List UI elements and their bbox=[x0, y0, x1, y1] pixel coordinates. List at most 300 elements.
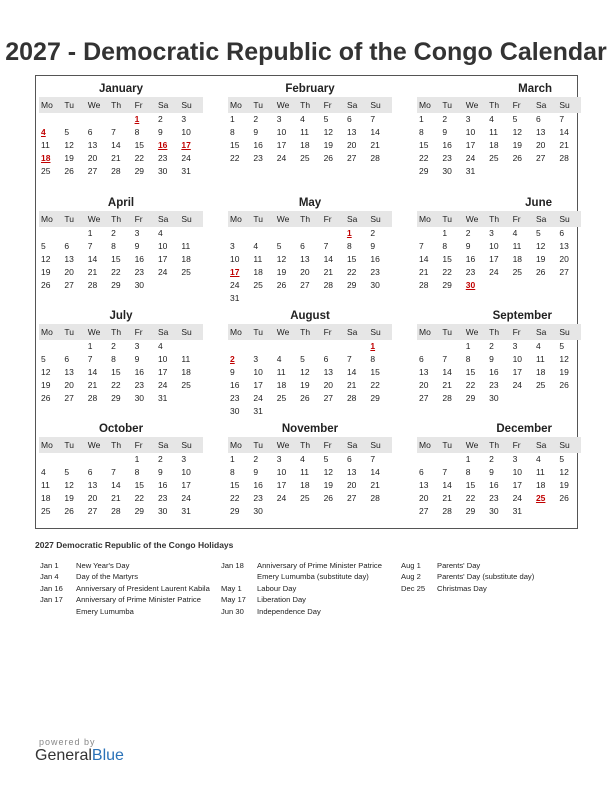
day-cell: 24 bbox=[230, 280, 240, 290]
empty-day-cell bbox=[322, 292, 345, 305]
weekday-label: We bbox=[276, 214, 290, 224]
day-cell: 25 bbox=[300, 493, 310, 503]
day-cell: 14 bbox=[370, 127, 380, 137]
holiday-name: Parents' Day bbox=[437, 561, 481, 570]
day-cell: 19 bbox=[64, 153, 74, 163]
day-cell: 20 bbox=[346, 480, 357, 490]
weekday-label: Tu bbox=[64, 327, 74, 337]
empty-day-cell bbox=[511, 279, 534, 292]
week-row bbox=[417, 466, 581, 479]
day-cell: 12 bbox=[64, 480, 74, 490]
day-cell: 8 bbox=[111, 241, 116, 251]
weekday-label: We bbox=[276, 440, 290, 450]
week-row bbox=[228, 492, 392, 505]
day-cell: 2 bbox=[253, 454, 259, 464]
holiday-name: Labour Day bbox=[257, 583, 297, 593]
weekday-header bbox=[417, 97, 581, 113]
day-cell: 20 bbox=[300, 267, 310, 277]
day-cell: 6 bbox=[419, 354, 424, 364]
day-cell: 16 bbox=[134, 254, 145, 264]
day-cell: 21 bbox=[442, 493, 452, 503]
day-cell: 25 bbox=[535, 493, 546, 503]
week-row bbox=[417, 139, 581, 152]
month-11 bbox=[417, 421, 581, 518]
day-cell: 21 bbox=[442, 380, 452, 390]
week-row bbox=[228, 279, 392, 292]
empty-day-cell bbox=[39, 340, 62, 353]
empty-day-cell bbox=[345, 505, 368, 518]
empty-day-cell bbox=[179, 392, 202, 405]
day-cell: 27 bbox=[64, 393, 74, 403]
day-cell: 19 bbox=[559, 367, 569, 377]
day-cell: 15 bbox=[230, 140, 240, 150]
empty-day-cell bbox=[275, 405, 298, 418]
holiday-item bbox=[221, 560, 393, 583]
day-cell: 19 bbox=[41, 380, 51, 390]
day-cell: 10 bbox=[276, 127, 287, 137]
day-cell: 8 bbox=[111, 354, 116, 364]
day-cell: 3 bbox=[276, 114, 282, 124]
day-cell: 3 bbox=[512, 341, 518, 351]
day-cell: 21 bbox=[87, 267, 98, 277]
weekday-label: We bbox=[465, 214, 479, 224]
day-cell: 11 bbox=[535, 467, 545, 477]
day-cell: 11 bbox=[535, 354, 545, 364]
holiday-date: Aug 1 bbox=[401, 561, 421, 570]
day-cell: 30 bbox=[253, 506, 263, 516]
weekday-label: Fr bbox=[134, 214, 143, 224]
weekday-label: Mo bbox=[230, 100, 242, 110]
holiday-column-2 bbox=[221, 560, 393, 617]
weekday-label: Mo bbox=[41, 440, 53, 450]
empty-day-cell bbox=[228, 340, 251, 353]
day-cell: 22 bbox=[370, 380, 380, 390]
holiday-date: Jan 17 bbox=[40, 595, 63, 605]
day-cell: 6 bbox=[87, 127, 93, 137]
day-cell: 27 bbox=[535, 153, 546, 163]
empty-day-cell bbox=[298, 227, 321, 240]
day-cell: 18 bbox=[512, 254, 523, 264]
day-cell: 19 bbox=[512, 140, 523, 150]
weekday-label: Tu bbox=[253, 214, 263, 224]
logo-general: General bbox=[35, 747, 92, 764]
day-cell: 20 bbox=[87, 153, 98, 163]
day-cell: 9 bbox=[157, 467, 163, 477]
day-cell: 5 bbox=[41, 241, 46, 251]
day-cell: 2 bbox=[230, 354, 235, 364]
weekday-label: Sa bbox=[535, 440, 547, 450]
day-cell: 7 bbox=[370, 454, 376, 464]
day-cell: 23 bbox=[157, 153, 168, 163]
weekday-label: Tu bbox=[253, 100, 263, 110]
weekday-label: Sa bbox=[157, 327, 169, 337]
day-cell: 25 bbox=[181, 380, 191, 390]
day-cell: 29 bbox=[134, 166, 145, 176]
day-cell: 14 bbox=[559, 127, 569, 137]
day-cell: 5 bbox=[512, 114, 518, 124]
weekday-header bbox=[228, 324, 392, 340]
generalblue-logo[interactable] bbox=[35, 747, 124, 765]
empty-day-cell bbox=[62, 340, 85, 353]
holiday-item bbox=[40, 583, 215, 594]
empty-day-cell bbox=[156, 279, 179, 292]
holiday-item bbox=[40, 560, 215, 571]
month-name: January bbox=[98, 83, 144, 95]
holiday-date: Jan 18 bbox=[221, 561, 244, 570]
day-cell: 6 bbox=[323, 354, 329, 364]
week-row bbox=[228, 152, 392, 165]
day-cell: 25 bbox=[41, 506, 51, 516]
day-cell: 12 bbox=[276, 254, 287, 264]
day-cell: 25 bbox=[276, 393, 287, 403]
day-cell: 24 bbox=[512, 380, 523, 390]
day-cell: 29 bbox=[465, 506, 476, 516]
day-cell: 18 bbox=[41, 153, 51, 163]
day-cell: 18 bbox=[300, 140, 310, 150]
day-cell: 3 bbox=[512, 454, 518, 464]
empty-day-cell bbox=[179, 340, 202, 353]
day-cell: 15 bbox=[346, 254, 357, 264]
week-row bbox=[417, 479, 581, 492]
day-cell: 12 bbox=[323, 467, 334, 477]
empty-day-cell bbox=[417, 227, 440, 240]
week-row bbox=[228, 505, 392, 518]
day-cell: 22 bbox=[134, 493, 145, 503]
weekday-label: Sa bbox=[157, 100, 169, 110]
day-cell: 29 bbox=[230, 506, 240, 516]
day-cell: 23 bbox=[253, 153, 263, 163]
day-cell: 9 bbox=[253, 467, 259, 477]
day-cell: 22 bbox=[442, 267, 452, 277]
week-row bbox=[228, 126, 392, 139]
empty-day-cell bbox=[251, 340, 274, 353]
day-cell: 10 bbox=[512, 354, 523, 364]
day-cell: 18 bbox=[181, 254, 191, 264]
day-cell: 24 bbox=[157, 267, 168, 277]
day-cell: 27 bbox=[419, 506, 429, 516]
day-cell: 17 bbox=[512, 480, 523, 490]
day-cell: 1 bbox=[134, 454, 140, 464]
day-cell: 11 bbox=[276, 367, 286, 377]
day-cell: 25 bbox=[489, 153, 499, 163]
month-10 bbox=[228, 421, 392, 518]
day-cell: 25 bbox=[512, 267, 523, 277]
month-3 bbox=[39, 195, 203, 292]
day-cell: 28 bbox=[419, 280, 429, 290]
day-cell: 20 bbox=[535, 140, 546, 150]
day-cell: 11 bbox=[300, 127, 309, 137]
weekday-label: We bbox=[87, 100, 101, 110]
day-cell: 9 bbox=[489, 467, 494, 477]
week-row bbox=[39, 240, 203, 253]
week-row bbox=[417, 379, 581, 392]
day-cell: 16 bbox=[157, 140, 168, 150]
powered-by-text: powered by bbox=[39, 737, 96, 747]
day-cell: 3 bbox=[276, 454, 282, 464]
day-cell: 17 bbox=[181, 480, 191, 490]
weekday-label: Tu bbox=[442, 214, 452, 224]
weekday-label: Su bbox=[559, 440, 570, 450]
day-cell: 15 bbox=[230, 480, 240, 490]
day-cell: 22 bbox=[346, 267, 357, 277]
day-cell: 3 bbox=[465, 114, 471, 124]
day-cell: 9 bbox=[230, 367, 235, 377]
day-cell: 15 bbox=[370, 367, 380, 377]
day-cell: 12 bbox=[300, 367, 310, 377]
day-cell: 11 bbox=[512, 241, 522, 251]
weekday-label: Tu bbox=[64, 214, 74, 224]
empty-day-cell bbox=[39, 227, 62, 240]
week-row bbox=[228, 113, 392, 126]
month-name: December bbox=[496, 423, 552, 435]
day-cell: 31 bbox=[181, 506, 191, 516]
holiday-date: Jun 30 bbox=[221, 606, 244, 616]
week-row bbox=[39, 253, 203, 266]
empty-day-cell bbox=[62, 113, 85, 126]
day-cell: 27 bbox=[64, 280, 74, 290]
calendar-grid bbox=[35, 75, 578, 529]
day-cell: 19 bbox=[300, 380, 310, 390]
weekday-label: Tu bbox=[442, 327, 452, 337]
day-cell: 17 bbox=[276, 480, 287, 490]
day-cell: 21 bbox=[111, 493, 121, 503]
day-cell: 24 bbox=[276, 493, 287, 503]
day-cell: 7 bbox=[111, 467, 116, 477]
weekday-label: Mo bbox=[41, 100, 53, 110]
day-cell: 10 bbox=[181, 127, 191, 137]
day-cell: 6 bbox=[64, 354, 70, 364]
day-cell: 9 bbox=[134, 241, 140, 251]
empty-day-cell bbox=[298, 292, 321, 305]
day-cell: 30 bbox=[489, 506, 499, 516]
day-cell: 12 bbox=[64, 140, 74, 150]
day-cell: 17 bbox=[276, 140, 287, 150]
weekday-label: Sa bbox=[157, 440, 169, 450]
week-row bbox=[39, 505, 203, 518]
day-cell: 3 bbox=[134, 228, 140, 238]
day-cell: 23 bbox=[489, 380, 499, 390]
week-row bbox=[417, 366, 581, 379]
day-cell: 2 bbox=[111, 228, 116, 238]
day-cell: 28 bbox=[442, 393, 452, 403]
weekday-label: Su bbox=[559, 214, 570, 224]
day-cell: 6 bbox=[346, 454, 352, 464]
weekday-label: Th bbox=[489, 214, 500, 224]
weekday-label: Mo bbox=[41, 327, 53, 337]
day-cell: 28 bbox=[442, 506, 452, 516]
day-cell: 6 bbox=[300, 241, 305, 251]
weekday-label: We bbox=[87, 327, 101, 337]
day-cell: 27 bbox=[323, 393, 334, 403]
month-name: July bbox=[109, 310, 133, 322]
week-row bbox=[39, 139, 203, 152]
day-cell: 12 bbox=[559, 467, 569, 477]
day-cell: 31 bbox=[465, 166, 476, 176]
weekday-label: Tu bbox=[253, 440, 263, 450]
day-cell: 24 bbox=[253, 393, 263, 403]
day-cell: 28 bbox=[346, 393, 357, 403]
day-cell: 7 bbox=[442, 354, 448, 364]
day-cell: 21 bbox=[419, 267, 429, 277]
day-cell: 23 bbox=[489, 493, 499, 503]
day-cell: 4 bbox=[41, 467, 46, 477]
day-cell: 1 bbox=[134, 114, 140, 124]
day-cell: 22 bbox=[465, 380, 476, 390]
empty-day-cell bbox=[322, 340, 345, 353]
week-row bbox=[228, 266, 392, 279]
day-cell: 16 bbox=[370, 254, 380, 264]
weekday-label: Fr bbox=[323, 214, 332, 224]
day-cell: 5 bbox=[559, 454, 565, 464]
day-cell: 20 bbox=[64, 267, 74, 277]
day-cell: 19 bbox=[323, 140, 334, 150]
day-cell: 31 bbox=[181, 166, 191, 176]
holiday-item bbox=[401, 583, 576, 594]
day-cell: 2 bbox=[157, 114, 163, 124]
day-cell: 9 bbox=[157, 127, 163, 137]
day-cell: 23 bbox=[442, 153, 452, 163]
week-row bbox=[228, 139, 392, 152]
day-cell: 11 bbox=[41, 480, 50, 490]
weekday-label: Sa bbox=[346, 100, 358, 110]
day-cell: 19 bbox=[559, 480, 569, 490]
day-cell: 5 bbox=[535, 228, 541, 238]
weekday-label: Fr bbox=[323, 100, 332, 110]
day-cell: 29 bbox=[465, 393, 476, 403]
month-0 bbox=[39, 81, 203, 178]
holiday-item bbox=[221, 583, 393, 594]
day-cell: 11 bbox=[181, 241, 191, 251]
day-cell: 17 bbox=[465, 140, 476, 150]
week-row bbox=[39, 353, 203, 366]
week-row bbox=[228, 453, 392, 466]
week-row bbox=[39, 340, 203, 353]
day-cell: 26 bbox=[535, 267, 546, 277]
day-cell: 29 bbox=[419, 166, 429, 176]
empty-day-cell bbox=[298, 405, 321, 418]
day-cell: 2 bbox=[489, 454, 494, 464]
day-cell: 5 bbox=[559, 341, 565, 351]
empty-day-cell bbox=[368, 405, 391, 418]
weekday-label: Tu bbox=[64, 100, 74, 110]
empty-day-cell bbox=[534, 392, 557, 405]
week-row bbox=[417, 492, 581, 505]
day-cell: 29 bbox=[111, 280, 121, 290]
day-cell: 15 bbox=[134, 140, 145, 150]
day-cell: 13 bbox=[419, 480, 429, 490]
empty-day-cell bbox=[511, 392, 534, 405]
day-cell: 30 bbox=[134, 393, 145, 403]
day-cell: 29 bbox=[346, 280, 357, 290]
weekday-header bbox=[39, 211, 203, 227]
week-row bbox=[228, 366, 392, 379]
weekday-label: Th bbox=[300, 440, 311, 450]
day-cell: 19 bbox=[535, 254, 546, 264]
weekday-label: Mo bbox=[41, 214, 53, 224]
empty-day-cell bbox=[275, 292, 298, 305]
weekday-label: Sa bbox=[535, 100, 547, 110]
day-cell: 8 bbox=[230, 467, 235, 477]
empty-day-cell bbox=[86, 453, 109, 466]
weekday-label: Su bbox=[559, 327, 570, 337]
day-cell: 13 bbox=[535, 127, 546, 137]
day-cell: 12 bbox=[535, 241, 546, 251]
empty-day-cell bbox=[322, 227, 345, 240]
week-row bbox=[228, 392, 392, 405]
day-cell: 17 bbox=[157, 367, 168, 377]
weekday-header bbox=[228, 211, 392, 227]
day-cell: 8 bbox=[134, 467, 140, 477]
weekday-label: Su bbox=[181, 440, 192, 450]
weekday-label: We bbox=[276, 327, 290, 337]
day-cell: 27 bbox=[87, 166, 98, 176]
weekday-header bbox=[39, 97, 203, 113]
day-cell: 30 bbox=[370, 280, 380, 290]
holiday-item bbox=[40, 571, 215, 582]
empty-day-cell bbox=[557, 165, 580, 178]
month-8 bbox=[417, 308, 581, 405]
day-cell: 1 bbox=[419, 114, 424, 124]
day-cell: 13 bbox=[346, 127, 357, 137]
empty-day-cell bbox=[557, 505, 580, 518]
day-cell: 5 bbox=[41, 354, 46, 364]
day-cell: 31 bbox=[253, 406, 263, 416]
day-cell: 18 bbox=[535, 480, 546, 490]
day-cell: 30 bbox=[134, 280, 145, 290]
week-row bbox=[39, 227, 203, 240]
day-cell: 28 bbox=[370, 493, 380, 503]
day-cell: 9 bbox=[442, 127, 448, 137]
day-cell: 18 bbox=[535, 367, 546, 377]
day-cell: 24 bbox=[465, 153, 476, 163]
day-cell: 14 bbox=[419, 254, 429, 264]
week-row bbox=[417, 152, 581, 165]
month-1 bbox=[228, 81, 392, 165]
holiday-date: May 17 bbox=[221, 595, 246, 605]
weekday-header bbox=[39, 437, 203, 453]
day-cell: 6 bbox=[559, 228, 565, 238]
day-cell: 31 bbox=[230, 293, 240, 303]
day-cell: 10 bbox=[276, 467, 287, 477]
day-cell: 10 bbox=[489, 241, 499, 251]
day-cell: 14 bbox=[111, 480, 121, 490]
day-cell: 17 bbox=[512, 367, 523, 377]
day-cell: 13 bbox=[300, 254, 310, 264]
day-cell: 24 bbox=[157, 380, 168, 390]
day-cell: 21 bbox=[559, 140, 569, 150]
week-row bbox=[417, 340, 581, 353]
weekday-label: Th bbox=[300, 214, 311, 224]
empty-day-cell bbox=[109, 453, 132, 466]
day-cell: 21 bbox=[111, 153, 121, 163]
day-cell: 1 bbox=[87, 341, 93, 351]
empty-day-cell bbox=[440, 340, 463, 353]
day-cell: 23 bbox=[134, 267, 145, 277]
empty-day-cell bbox=[251, 227, 274, 240]
day-cell: 16 bbox=[134, 367, 145, 377]
day-cell: 18 bbox=[181, 367, 191, 377]
day-cell: 15 bbox=[465, 480, 476, 490]
weekday-label: Mo bbox=[419, 327, 431, 337]
day-cell: 9 bbox=[134, 354, 140, 364]
day-cell: 20 bbox=[559, 254, 569, 264]
holiday-item bbox=[221, 594, 393, 605]
day-cell: 18 bbox=[489, 140, 499, 150]
week-row bbox=[228, 340, 392, 353]
week-row bbox=[417, 505, 581, 518]
empty-day-cell bbox=[534, 279, 557, 292]
day-cell: 1 bbox=[346, 228, 352, 238]
